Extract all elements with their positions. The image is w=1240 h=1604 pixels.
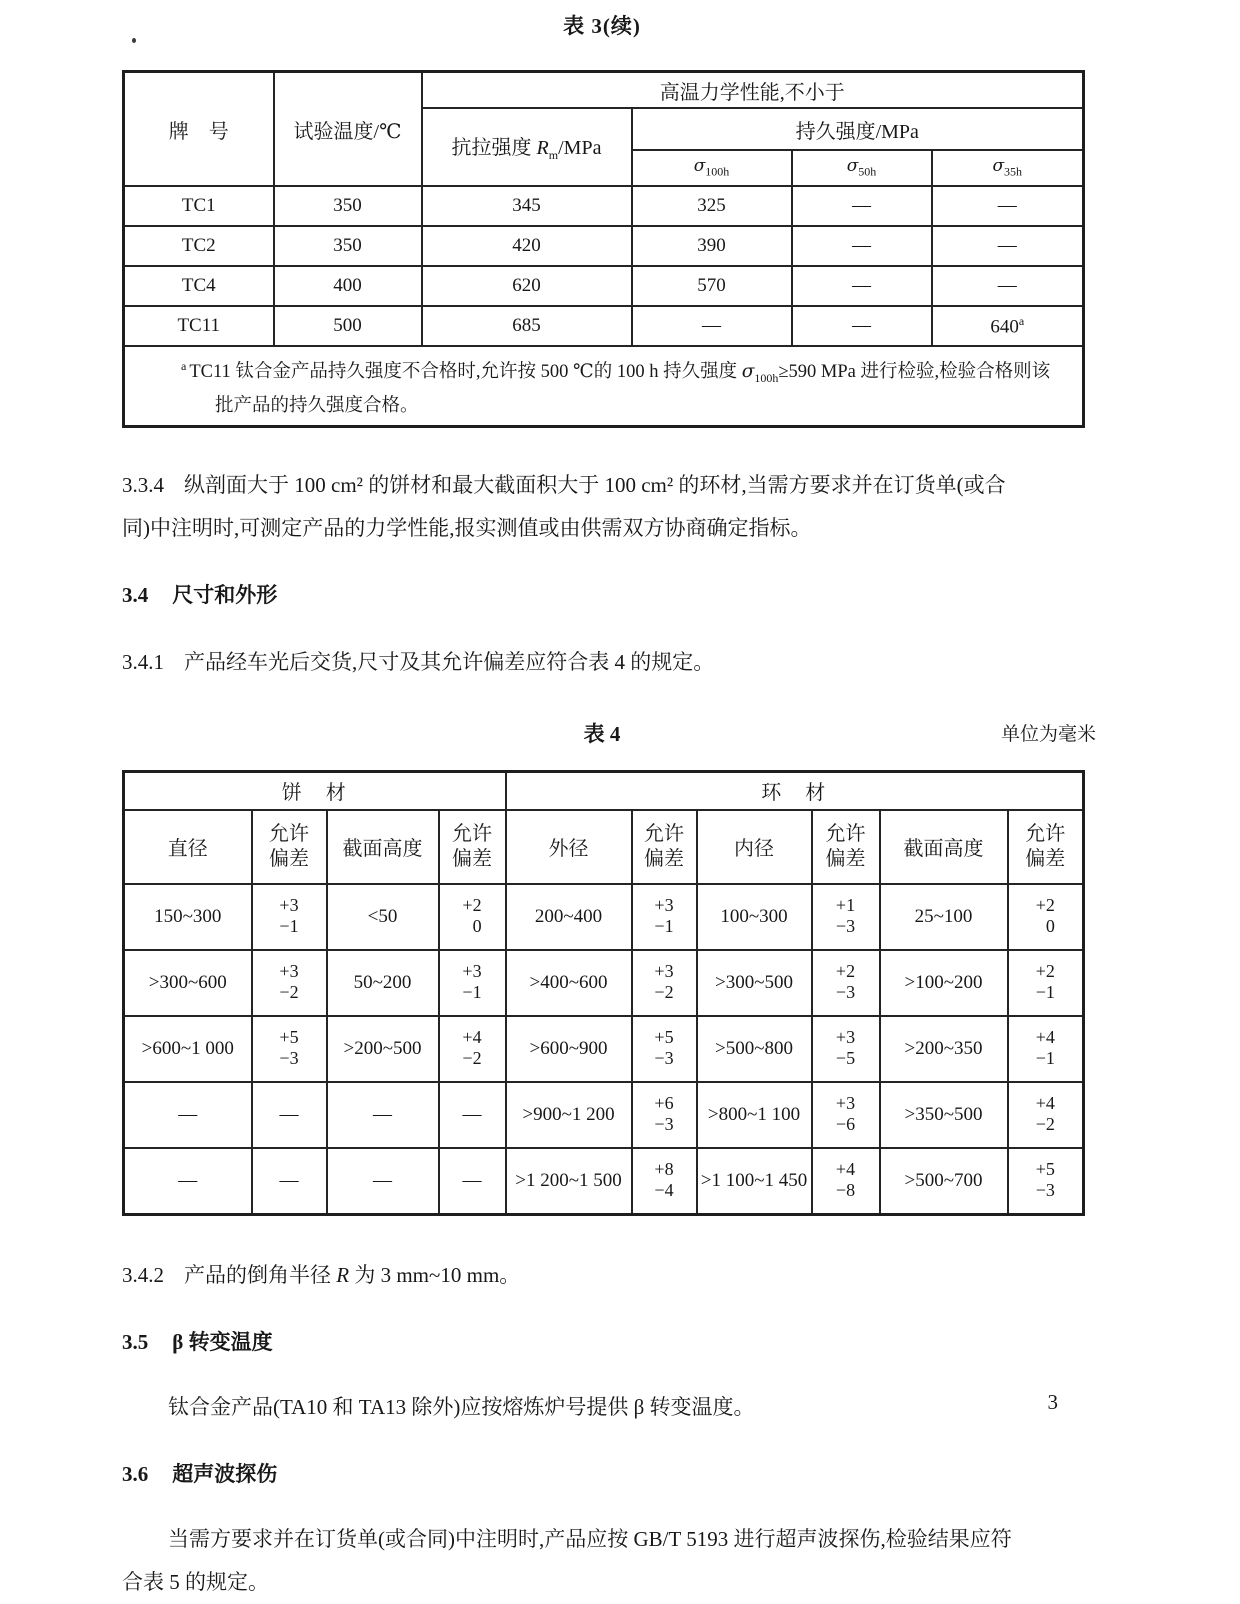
tolerance-stack [836, 1027, 855, 1069]
tolerance-minus: −1 [1035, 1048, 1055, 1069]
sigma-symbol: σ [992, 156, 1005, 177]
table3-header-row-1 [124, 72, 1084, 109]
t3-header-grade: 牌 号 [124, 72, 274, 187]
sigma100-cell: 570 [632, 266, 792, 306]
tolerance-minus: −2 [654, 982, 674, 1003]
tolerance-minus: −3 [279, 1048, 299, 1069]
tolerance-cell [439, 1016, 506, 1082]
temp-cell: 500 [274, 306, 422, 346]
grade-cell: TC1 [124, 186, 274, 226]
tolerance-minus: −2 [462, 1048, 482, 1069]
section-height-cell: >200~350 [880, 1016, 1008, 1082]
table3-footnote [124, 346, 1084, 426]
heading-text: 超声波探伤 [172, 1461, 278, 1486]
tolerance-stack [654, 1093, 673, 1135]
tolerance-minus: −3 [835, 916, 856, 937]
tolerance-stack [1036, 895, 1055, 937]
tolerance-plus: +8 [654, 1159, 674, 1180]
outer-diameter-cell: 200~400 [506, 884, 632, 950]
tolerance-cell [252, 1016, 327, 1082]
outer-diameter-cell: >600~900 [506, 1016, 632, 1082]
table3 [122, 70, 1085, 428]
sigma35-cell: — [932, 266, 1084, 306]
tolerance-stack [1036, 961, 1055, 1003]
tolerance-label-line1: 允许 [452, 822, 492, 845]
page-content [122, 0, 1096, 1604]
inner-diameter-cell: 100~300 [697, 884, 812, 950]
outer-diameter-cell: >1 200~1 500 [506, 1148, 632, 1215]
tolerance-stack [654, 1027, 673, 1069]
section-height-cell: — [327, 1082, 439, 1148]
tolerance-stack [836, 895, 855, 937]
section-height-cell: <50 [327, 884, 439, 950]
t4-header-section-height: 截面高度 [880, 810, 1008, 884]
sigma-symbol: σ [846, 156, 859, 177]
tolerance-minus: −1 [1035, 982, 1055, 1003]
section-height-cell: >500~700 [880, 1148, 1008, 1215]
table3-footnote-row [124, 346, 1084, 426]
tolerance-cell [812, 950, 880, 1016]
tolerance-plus: +3 [462, 961, 482, 982]
section-height-cell: 50~200 [327, 950, 439, 1016]
tolerance-plus: +5 [654, 1027, 674, 1048]
tolerance-minus: −1 [654, 916, 674, 937]
sigma50-cell: — [792, 186, 932, 226]
footnote-text: TC11 钛合金产品持久强度不合格时,允许按 500 ℃的 100 h 持久强度 [189, 362, 742, 383]
tolerance-stack [1036, 1159, 1055, 1201]
table4-unit-note: 单位为毫米 [1000, 723, 1096, 745]
section-height-cell: — [327, 1148, 439, 1215]
outer-diameter-cell: >900~1 200 [506, 1082, 632, 1148]
section-3-3-4 [122, 464, 1082, 550]
tolerance-plus: +4 [1035, 1027, 1055, 1048]
t3-header-high-temp-group: 高温力学性能,不小于 [422, 72, 1084, 109]
tolerance-minus: −3 [1035, 1180, 1055, 1201]
tolerance-plus: +1 [835, 895, 856, 916]
t3-header-sigma-35h [932, 150, 1084, 186]
sigma100-cell: — [632, 306, 792, 346]
t4-header-inner-diameter: 内径 [697, 810, 812, 884]
tolerance-plus: +2 [462, 895, 482, 916]
section-text: 为 3 mm~10 mm。 [349, 1262, 521, 1287]
grade-cell: TC4 [124, 266, 274, 306]
tolerance-cell [252, 950, 327, 1016]
table4-row [124, 950, 1084, 1016]
table4-row [124, 1148, 1084, 1215]
sigma-symbol: σ [693, 156, 706, 177]
table3-row-tc4 [124, 266, 1084, 306]
tolerance-minus: −5 [835, 1048, 856, 1069]
rm-cell: 345 [422, 186, 632, 226]
footnote-marker: a [1018, 313, 1025, 328]
footnote-line-2: 批产品的持久强度合格。 [215, 395, 419, 416]
tolerance-minus: 0 [1045, 916, 1055, 937]
sigma50-cell: — [792, 306, 932, 346]
tolerance-label-line2: 偏差 [825, 847, 866, 870]
sigma-symbol: σ [741, 361, 755, 383]
tolerance-cell [1008, 884, 1084, 950]
sigma100-cell: 390 [632, 226, 792, 266]
tensile-subscript: m [548, 148, 559, 162]
t4-header-tolerance [632, 810, 697, 884]
tolerance-cell [632, 1016, 697, 1082]
sigma-50h-sub: 50h [858, 164, 877, 179]
tolerance-minus: −1 [279, 916, 299, 937]
tolerance-minus: −2 [279, 982, 299, 1003]
outer-diameter-cell: >400~600 [506, 950, 632, 1016]
section-3-3-4-line-2: 同)中注明时,可测定产品的力学性能,报实测值或由供需双方协商确定指标。 [122, 515, 812, 540]
tolerance-stack [836, 1093, 855, 1135]
t3-header-endurance-group: 持久强度/MPa [632, 108, 1084, 150]
t4-group-cake: 饼 材 [124, 771, 506, 810]
tolerance-minus: 0 [472, 916, 482, 937]
section-3-5-heading [122, 1321, 1082, 1364]
tolerance-label-line1: 允许 [269, 822, 309, 845]
section-3-4-1 [122, 641, 1082, 684]
tolerance-label-line1: 允许 [1025, 822, 1066, 845]
tolerance-label-line2: 偏差 [644, 847, 684, 870]
sigma50-cell: — [792, 226, 932, 266]
tolerance-cell: — [439, 1148, 506, 1215]
diameter-cell: — [124, 1082, 252, 1148]
tolerance-minus: −1 [462, 982, 482, 1003]
tolerance-cell [252, 884, 327, 950]
table3-row-tc11 [124, 306, 1084, 346]
diameter-cell: 150~300 [124, 884, 252, 950]
tolerance-plus: +4 [1035, 1093, 1055, 1114]
tolerance-plus: +2 [835, 961, 856, 982]
tolerance-plus: +3 [654, 895, 674, 916]
section-height-cell: >100~200 [880, 950, 1008, 1016]
radius-symbol: R [336, 1262, 350, 1287]
sigma35-cell: — [932, 186, 1084, 226]
tolerance-cell [812, 1148, 880, 1215]
section-number: 3.4.2 [122, 1262, 164, 1287]
section-number: 3.4.1 [122, 649, 164, 674]
table3-row-tc1 [124, 186, 1084, 226]
tolerance-cell [1008, 950, 1084, 1016]
section-3-6-heading [122, 1453, 1082, 1496]
tolerance-label-line2: 偏差 [1025, 847, 1066, 870]
table4-caption: 表 4 [583, 721, 621, 746]
tolerance-cell [632, 1148, 697, 1215]
t4-header-tolerance [812, 810, 880, 884]
tolerance-minus: −3 [654, 1114, 674, 1135]
section-height-cell: >350~500 [880, 1082, 1008, 1148]
sigma100-cell: 325 [632, 186, 792, 226]
tolerance-stack [836, 961, 855, 1003]
section-3-3-4-line-1 [122, 464, 1082, 507]
section-height-cell: >200~500 [327, 1016, 439, 1082]
tolerance-label-line1: 允许 [644, 822, 684, 845]
tolerance-cell [1008, 1082, 1084, 1148]
table4-row [124, 1016, 1084, 1082]
t4-header-tolerance [1008, 810, 1084, 884]
section-3-5-body: 钛合金产品(TA10 和 TA13 除外)应按熔炼炉号提供 β 转变温度。 [168, 1394, 755, 1419]
tolerance-stack [279, 1027, 298, 1069]
tolerance-plus: +3 [835, 1027, 856, 1048]
t3-header-sigma-50h [792, 150, 932, 186]
diameter-cell: >600~1 000 [124, 1016, 252, 1082]
inner-diameter-cell: >300~500 [697, 950, 812, 1016]
temp-cell: 350 [274, 186, 422, 226]
tolerance-stack [836, 1159, 855, 1201]
tolerance-cell [812, 1082, 880, 1148]
section-number: 3.3.4 [122, 472, 164, 497]
section-number: 3.4 [122, 582, 149, 607]
inner-diameter-cell: >1 100~1 450 [697, 1148, 812, 1215]
footnote-text: ≥590 MPa 进行检验,检验合格则该 [778, 362, 1051, 383]
inner-diameter-cell: >800~1 100 [697, 1082, 812, 1148]
table3-row-tc2 [124, 226, 1084, 266]
tolerance-plus: +2 [1035, 961, 1055, 982]
tolerance-label-line1: 允许 [825, 822, 866, 845]
rm-cell: 685 [422, 306, 632, 346]
sigma35-cell: — [932, 226, 1084, 266]
tolerance-minus: −2 [1035, 1114, 1055, 1135]
tolerance-plus: +3 [279, 895, 299, 916]
tolerance-label-line2: 偏差 [269, 847, 309, 870]
tolerance-plus: +4 [835, 1159, 856, 1180]
tolerance-stack [462, 895, 481, 937]
tolerance-stack [654, 961, 673, 1003]
tolerance-label-line2: 偏差 [452, 847, 492, 870]
tolerance-cell: — [252, 1082, 327, 1148]
rm-cell: 420 [422, 226, 632, 266]
sigma-35h-sub: 35h [1004, 164, 1023, 179]
tolerance-plus: +3 [279, 961, 299, 982]
tolerance-cell [632, 884, 697, 950]
section-3-6-line-2: 合表 5 的规定。 [122, 1569, 269, 1594]
t4-header-tolerance [252, 810, 327, 884]
tolerance-plus: +3 [835, 1093, 856, 1114]
table4-row [124, 1082, 1084, 1148]
section-number: 3.5 [122, 1329, 149, 1354]
tolerance-minus: −3 [654, 1048, 674, 1069]
tolerance-plus: +5 [279, 1027, 299, 1048]
t3-header-tensile-strength [422, 108, 632, 186]
scan-speck [132, 38, 136, 43]
t4-group-ring: 环 材 [506, 771, 1084, 810]
tolerance-cell [439, 950, 506, 1016]
section-text: 产品的倒角半径 [184, 1262, 337, 1287]
section-text: 产品经车光后交货,尺寸及其允许偏差应符合表 4 的规定。 [184, 649, 715, 674]
grade-cell: TC11 [124, 306, 274, 346]
table3-caption: 表 3(续) [563, 14, 641, 38]
section-height-cell: 25~100 [880, 884, 1008, 950]
tolerance-minus: −8 [835, 1180, 856, 1201]
t4-header-tolerance [439, 810, 506, 884]
tolerance-minus: −4 [654, 1180, 674, 1201]
tolerance-stack [654, 1159, 673, 1201]
t4-header-diameter: 直径 [124, 810, 252, 884]
table4 [122, 770, 1085, 1216]
tensile-unit: /MPa [558, 137, 602, 159]
tolerance-stack [279, 961, 298, 1003]
footnote-marker: a [181, 359, 187, 373]
tolerance-plus: +2 [1035, 895, 1055, 916]
tensile-symbol: R [536, 137, 549, 159]
sigma-100h-sub: 100h [705, 164, 730, 179]
heading-text: 尺寸和外形 [172, 582, 278, 607]
temp-cell: 400 [274, 266, 422, 306]
rm-cell: 620 [422, 266, 632, 306]
tolerance-cell [632, 950, 697, 1016]
tolerance-plus: +4 [462, 1027, 482, 1048]
sigma50-cell: — [792, 266, 932, 306]
tolerance-stack [279, 895, 298, 937]
page-number: 3 [1047, 1390, 1058, 1414]
sigma35-value: 640 [990, 316, 1019, 338]
tolerance-stack [1036, 1027, 1055, 1069]
t4-header-section-height: 截面高度 [327, 810, 439, 884]
table4-caption-row [122, 718, 1096, 748]
tolerance-minus: −3 [835, 982, 856, 1003]
tensile-label: 抗拉强度 [451, 137, 537, 159]
tolerance-cell: — [252, 1148, 327, 1215]
section-3-6-body [122, 1518, 1082, 1604]
inner-diameter-cell: >500~800 [697, 1016, 812, 1082]
tolerance-cell: — [439, 1082, 506, 1148]
heading-text: β 转变温度 [172, 1329, 273, 1354]
section-number: 3.6 [122, 1461, 149, 1486]
sigma-100h-sub: 100h [754, 370, 779, 385]
diameter-cell: — [124, 1148, 252, 1215]
tolerance-cell [1008, 1016, 1084, 1082]
t3-header-test-temp: 试验温度/℃ [274, 72, 422, 187]
table4-column-header-row [124, 810, 1084, 884]
tolerance-cell [632, 1082, 697, 1148]
tolerance-plus: +6 [654, 1093, 674, 1114]
t4-header-outer-diameter: 外径 [506, 810, 632, 884]
section-3-6-line-1: 当需方要求并在订货单(或合同)中注明时,产品应按 GB/T 5193 进行超声波探伤,检验结果应符 [168, 1526, 1012, 1551]
temp-cell: 350 [274, 226, 422, 266]
tolerance-minus: −6 [835, 1114, 856, 1135]
tolerance-stack [462, 1027, 481, 1069]
tolerance-stack [1036, 1093, 1055, 1135]
tolerance-plus: +5 [1035, 1159, 1055, 1180]
footnote-line-1 [181, 352, 1076, 392]
section-3-4-heading [122, 574, 1082, 617]
table4-group-header-row [124, 771, 1084, 810]
sigma35-cell [932, 306, 1084, 346]
grade-cell: TC2 [124, 226, 274, 266]
tolerance-stack [654, 895, 673, 937]
tolerance-stack [462, 961, 481, 1003]
tolerance-cell [1008, 1148, 1084, 1215]
diameter-cell: >300~600 [124, 950, 252, 1016]
section-3-4-2 [122, 1254, 1082, 1297]
tolerance-cell [812, 1016, 880, 1082]
table4-row [124, 884, 1084, 950]
section-text: 纵剖面大于 100 cm² 的饼材和最大截面积大于 100 cm² 的环材,当需方要求并在订货单(或合 [184, 472, 1006, 497]
tolerance-cell [439, 884, 506, 950]
t3-header-sigma-100h [632, 150, 792, 186]
tolerance-plus: +3 [654, 961, 674, 982]
tolerance-cell [812, 884, 880, 950]
